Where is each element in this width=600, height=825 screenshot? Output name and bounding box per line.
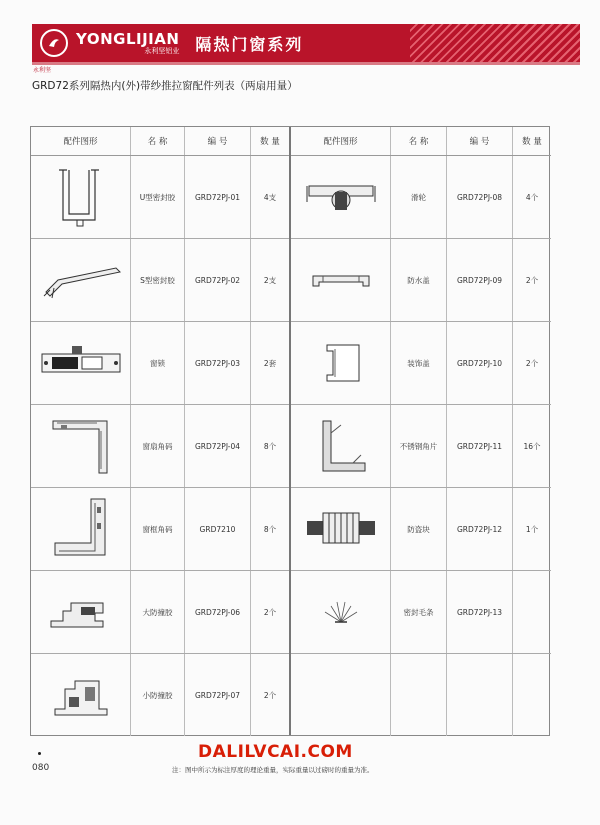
part-name: 防水盖	[391, 239, 447, 321]
table-row	[31, 488, 289, 571]
part-code: GRD72PJ-08	[447, 156, 513, 238]
large-buffer-icon	[31, 571, 131, 653]
part-qty: 2个	[525, 275, 539, 285]
part-code: GRD72PJ-02	[185, 239, 251, 321]
water-cover-icon	[291, 239, 391, 321]
header-image: 配件图形	[291, 127, 391, 155]
part-qty: 8个	[263, 441, 277, 451]
table-row	[291, 405, 551, 488]
part-qty	[513, 571, 551, 653]
table-row	[31, 322, 289, 405]
part-name: 不锈钢角片	[391, 405, 447, 487]
empty-cell	[291, 654, 391, 736]
part-code: GRD72PJ-10	[447, 322, 513, 404]
header-name: 名 称	[391, 127, 447, 155]
table-header-row	[31, 127, 289, 156]
part-code: GRD72PJ-01	[185, 156, 251, 238]
part-code: GRD72PJ-12	[447, 488, 513, 570]
part-name: 密封毛条	[391, 571, 447, 653]
part-qty: 2套	[263, 358, 277, 368]
brand-name-en: YONGLIJIAN	[76, 29, 180, 48]
table-row	[31, 156, 289, 239]
table-row	[31, 239, 289, 322]
table-row	[291, 322, 551, 405]
part-code: GRD72PJ-11	[447, 405, 513, 487]
part-name: 窗框角码	[131, 488, 185, 570]
brand-name-cn: 永利坚铝业	[144, 46, 180, 55]
table-row	[291, 571, 551, 654]
part-qty: 4个	[525, 192, 539, 202]
part-code: GRD72PJ-09	[447, 239, 513, 321]
window-lock-icon	[31, 322, 131, 404]
header-banner	[32, 24, 580, 62]
header-stripes	[410, 24, 580, 62]
table-row	[31, 405, 289, 488]
table-row	[291, 239, 551, 322]
seal-brush-icon	[291, 571, 391, 653]
brand-logo-icon	[40, 29, 68, 57]
table-row	[291, 654, 551, 736]
part-code: GRD72PJ-13	[447, 571, 513, 653]
table-header-row	[291, 127, 551, 156]
part-qty: 2个	[525, 358, 539, 368]
table-row	[291, 488, 551, 571]
u-seal-icon	[31, 156, 131, 238]
part-name: 装饰盖	[391, 322, 447, 404]
part-qty: 16个	[523, 441, 541, 451]
small-buffer-icon	[31, 654, 131, 736]
part-name: S型密封胶	[131, 239, 185, 321]
part-code: GRD7210	[185, 488, 251, 570]
s-seal-icon	[31, 239, 131, 321]
part-qty: 8个	[263, 524, 277, 534]
page-number: 080	[32, 763, 50, 773]
part-code: GRD72PJ-07	[185, 654, 251, 736]
anti-theft-block-icon	[291, 488, 391, 570]
part-qty: 1个	[525, 524, 539, 534]
part-code: GRD72PJ-06	[185, 571, 251, 653]
part-qty	[513, 654, 551, 736]
header-qty: 数 量	[260, 137, 280, 147]
page-dot	[38, 752, 41, 755]
header-code: 编 号	[447, 127, 513, 155]
header-underline	[32, 62, 580, 65]
part-qty: 2支	[263, 275, 277, 285]
parts-table	[30, 126, 550, 736]
part-code: GRD72PJ-03	[185, 322, 251, 404]
decor-cover-icon	[291, 322, 391, 404]
roller-icon	[291, 156, 391, 238]
frame-corner-icon	[31, 488, 131, 570]
part-qty: 2个	[263, 690, 277, 700]
header-qty: 数 量	[522, 137, 542, 147]
sash-corner-icon	[31, 405, 131, 487]
header-name: 名 称	[131, 127, 185, 155]
part-code: GRD72PJ-04	[185, 405, 251, 487]
steel-corner-icon	[291, 405, 391, 487]
part-qty: 4支	[263, 192, 277, 202]
part-qty: 2个	[263, 607, 277, 617]
parts-table-left	[31, 127, 289, 735]
part-name: U型密封胶	[131, 156, 185, 238]
part-code	[447, 654, 513, 736]
series-title: 隔热门窗系列	[195, 34, 304, 54]
footer-note: 注：图中所示为标注厚度的理论重量，实际重量以过磅时的重量为准。	[172, 766, 374, 774]
parts-table-right	[289, 127, 551, 735]
page-subtitle: GRD72系列隔热内(外)带纱推拉窗配件列表（两扇用量）	[32, 80, 298, 92]
part-name: 小防撞胶	[131, 654, 185, 736]
brand	[76, 31, 179, 56]
watermark-url: DALILVCAI.COM	[198, 742, 353, 762]
header-image: 配件图形	[31, 127, 131, 155]
part-name	[391, 654, 447, 736]
part-name: 大防撞胶	[131, 571, 185, 653]
part-name: 防盗块	[391, 488, 447, 570]
table-row	[31, 571, 289, 654]
table-row	[31, 654, 289, 736]
header-code: 编 号	[185, 127, 251, 155]
small-tag: 永利坚	[33, 67, 52, 74]
table-row	[291, 156, 551, 239]
part-name: 窗扇角码	[131, 405, 185, 487]
part-name: 滑轮	[391, 156, 447, 238]
part-name: 窗锁	[131, 322, 185, 404]
